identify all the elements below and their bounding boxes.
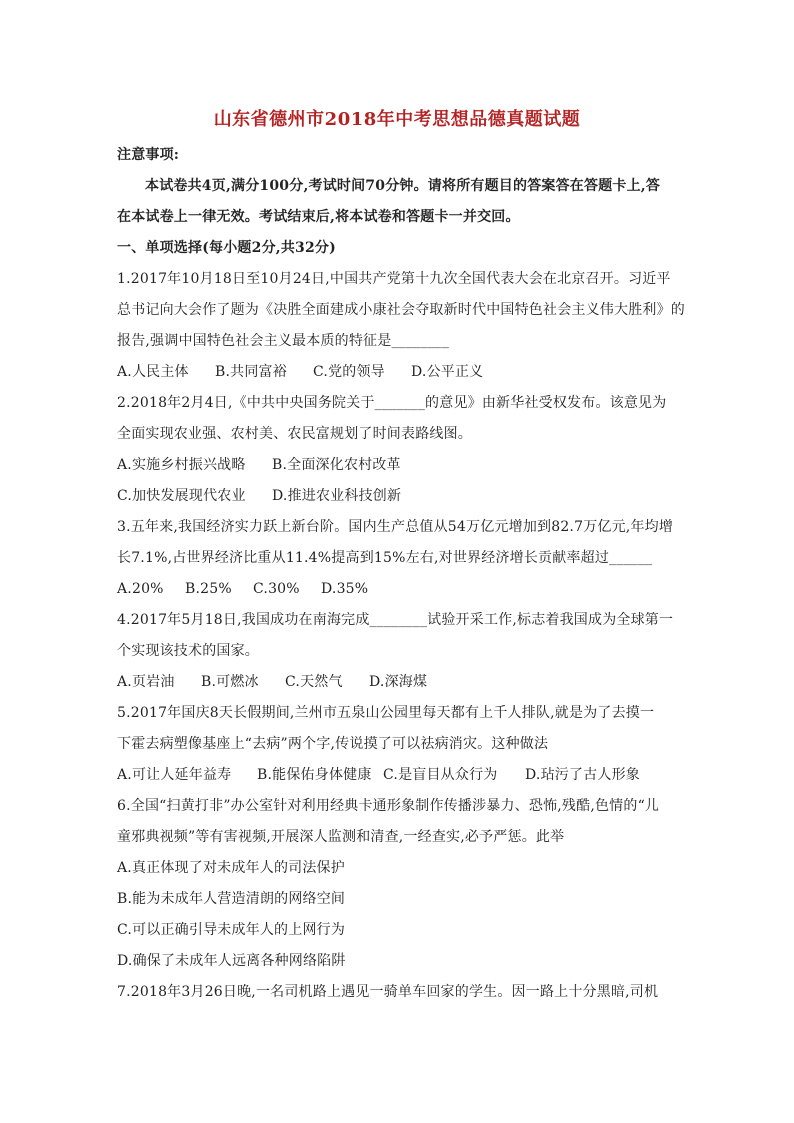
q3-option-a: A.20% xyxy=(117,581,164,597)
q3-options xyxy=(117,580,677,598)
q4-option-d: D.深海煤 xyxy=(369,674,428,690)
q6-option-b: B.能为未成年人营造清朗的网络空间 xyxy=(117,891,346,907)
q2-options-row-1 xyxy=(117,456,677,474)
section-heading: 一、单项选择(每小题2分,共32分) xyxy=(117,240,336,256)
q5-option-a: A.可让人延年益寿 xyxy=(117,767,232,783)
q4-options xyxy=(117,673,677,691)
q2-options-row-2 xyxy=(117,487,677,505)
q1-line-2: 总书记向大会作了题为《决胜全面建成小康社会夺取新时代中国特色社会主义伟大胜利》的 xyxy=(117,302,685,318)
q5-option-c: C.是盲目从众行为 xyxy=(383,767,498,783)
q2-option-d: D.推进农业科技创新 xyxy=(272,488,402,504)
q4-line-1: 4.2017年5月18日,我国成功在南海完成________试验开采工作,标志着我国成为全球第一 xyxy=(117,612,674,628)
q1-options xyxy=(117,363,677,381)
q2-option-c: C.加快发展现代农业 xyxy=(117,488,246,504)
exam-title: 山东省德州市2018年中考思想品德真题试题 xyxy=(213,109,581,130)
q3-line-1: 3.五年来,我国经济实力跃上新台阶。国内生产总值从54万亿元增加到82.7万亿元,年均增 xyxy=(117,519,674,535)
q5-line-2: 下霍去病塑像基座上“去病”两个字,传说摸了可以祛病消灾。这种做法 xyxy=(117,736,549,752)
q5-line-1: 5.2017年国庆8天长假期间,兰州市五泉山公园里每天都有上千人排队,就是为了去摸一 xyxy=(117,705,655,721)
notice-line-1: 本试卷共4页,满分100分,考试时间70分钟。请将所有题目的答案答在答题卡上,答 xyxy=(145,178,661,194)
q3-option-b: B.25% xyxy=(185,581,232,597)
q6-line-2: 童邪典视频”等有害视频,开展深人监测和清查,一经查实,必予严惩。此举 xyxy=(117,829,565,845)
q3-option-d: D.35% xyxy=(321,581,369,597)
q6-option-a: A.真正体现了对未成年人的司法保护 xyxy=(117,860,345,876)
q2-option-a: A.实施乡村振兴战略 xyxy=(117,457,246,473)
q3-line-2: 长7.1%,占世界经济比重从11.4%提高到15%左右,对世界经济增长贡献率超过______ xyxy=(117,550,653,566)
q4-option-a: A.页岩油 xyxy=(117,674,175,690)
q6-option-d: D.确保了未成年人远离各种网络陷阱 xyxy=(117,953,346,969)
q2-option-b: B.全面深化农村改革 xyxy=(272,457,401,473)
q1-option-c: C.党的领导 xyxy=(313,364,385,380)
q7-line-1: 7.2018年3月26日晚,一名司机路上遇见一骑单车回家的学生。因一路上十分黑暗,司机 xyxy=(117,984,659,1000)
notice-heading: 注意事项: xyxy=(117,147,180,163)
q1-option-d: D.公平正义 xyxy=(411,364,484,380)
q5-option-b: B.能保佑身体健康 xyxy=(257,767,372,783)
q4-option-b: B.可燃冰 xyxy=(201,674,259,690)
q2-line-1: 2.2018年2月4日,《中共中央国务院关于_______的意见》由新华社受权发布。该意见为 xyxy=(117,395,667,411)
q4-option-c: C.天然气 xyxy=(285,674,343,690)
q6-line-1: 6.全国“扫黄打非”办公室针对利用经典卡通形象制作传播涉暴力、恐怖,残酷,色情的“儿 xyxy=(117,798,660,814)
q1-line-1: 1.2017年10月18日至10月24日,中国共产党第十九次全国代表大会在北京召开。习近平 xyxy=(117,271,671,287)
q5-option-d: D.玷污了古人形象 xyxy=(525,767,640,783)
q3-option-c: C.30% xyxy=(253,581,300,597)
notice-line-2: 在本试卷上一律无效。考试结束后,将本试卷和答题卡一并交回。 xyxy=(117,209,520,225)
q1-option-a: A.人民主体 xyxy=(117,364,189,380)
q1-line-3: 报告,强调中国特色社会主义最本质的特征是________ xyxy=(117,333,450,349)
q2-line-2: 全面实现农业强、农村美、农民富规划了时间表路线图。 xyxy=(117,426,472,442)
q5-options xyxy=(117,766,677,784)
q6-option-c: C.可以正确引导未成年人的上网行为 xyxy=(117,922,346,938)
q4-line-2: 个实现该技术的国家。 xyxy=(117,643,259,659)
q1-option-b: B.共同富裕 xyxy=(215,364,287,380)
